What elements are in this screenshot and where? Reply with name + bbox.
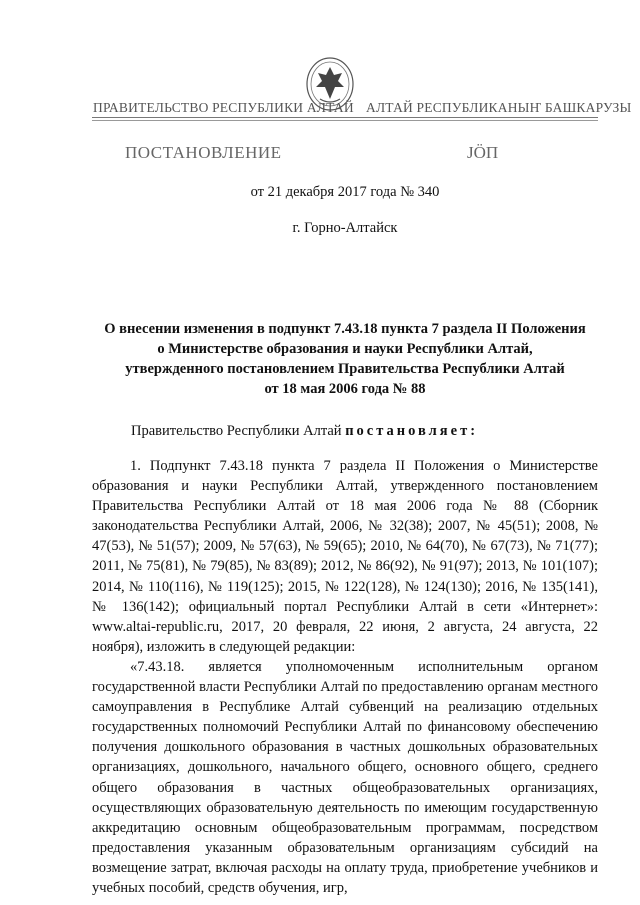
document-type-ru: ПОСТАНОВЛЕНИЕ — [125, 143, 282, 162]
title-line-2: о Министерстве образования и науки Республики Алтай, — [157, 341, 533, 357]
document-type-alt: ЈӦП — [467, 143, 499, 162]
preamble-emphasis: постановляет: — [345, 423, 479, 439]
title-line-1: О внесении изменения в подпункт 7.43.18 пункта 7 раздела II Положения — [104, 321, 586, 337]
date-number: от 21 декабря 2017 года № 340 — [250, 184, 440, 200]
title-line-3: утвержденного постановлением Правительства Республики Алтай — [125, 361, 565, 377]
preamble — [131, 423, 478, 440]
document-title — [92, 319, 598, 399]
header-divider — [92, 117, 598, 118]
paragraph-1: 1. Подпункт 7.43.18 пункта 7 раздела II Положения о Министерстве образования и науки Республики Алтай, утвержденного постановлением Правительства Республики Алтай от 18 мая 2006 года № 88 (Сборник законодательства Республики Алтай, 2006, № 32(38); 2007, № 45(51); 2008, № 47(53), № 51(57); 2009, № 57(63), № 59(65); 2010, № 64(70), № 67(73), № 71(77); 2011, № 75(81), № 79(85), № 83(89); 2012, № 86(92), № 91(97); 2013, № 101(107); 2014, № 110(116), № 119(125); 2015, № 122(128), № 124(130); 2016, № 135(141), № 136(142); официальный портал Республики Алтай в сети «Интернет»: www.altai-republic.ru, 2017, 20 февраля, 22 июня, 2 августа, 24 августа, 22 ноября), изложить в следующей редакции: — [92, 458, 598, 655]
header-right-title: АЛТАЙ РЕСПУБЛИКАНЫҤ БАШКАРУЗЫ — [366, 100, 632, 115]
header-left-title: ПРАВИТЕЛЬСТВО РЕСПУБЛИКИ АЛТАЙ — [93, 100, 354, 115]
city: г. Горно-Алтайск — [292, 220, 398, 236]
preamble-text: Правительство Республики Алтай — [131, 423, 346, 439]
header-divider-thin — [92, 120, 598, 121]
paragraph-2: «7.43.18. является уполномоченным исполнительным органом государственной власти Республики Алтай по предоставлению органам местного самоуправления в Республике Алтай субвенций на реализацию отдельных государственных полномочий Республики Алтай по финансовому обеспечению получения дошкольного образования в частных дошкольных образовательных организациях, дошкольного, начального общего, основного общего, среднего общего образования в частных общеобразовательных организациях, осуществляющих образовательную деятельность по имеющим государственную аккредитацию основным общеобразовательным программам, посредством предоставления указанным образовательным организациям субсидий на возмещение затрат, включая расходы на оплату труда, приобретение учебников и учебных пособий, средств обучения, игр, — [92, 658, 598, 896]
document-body — [92, 456, 598, 898]
title-line-4: от 18 мая 2006 года № 88 — [264, 381, 426, 397]
